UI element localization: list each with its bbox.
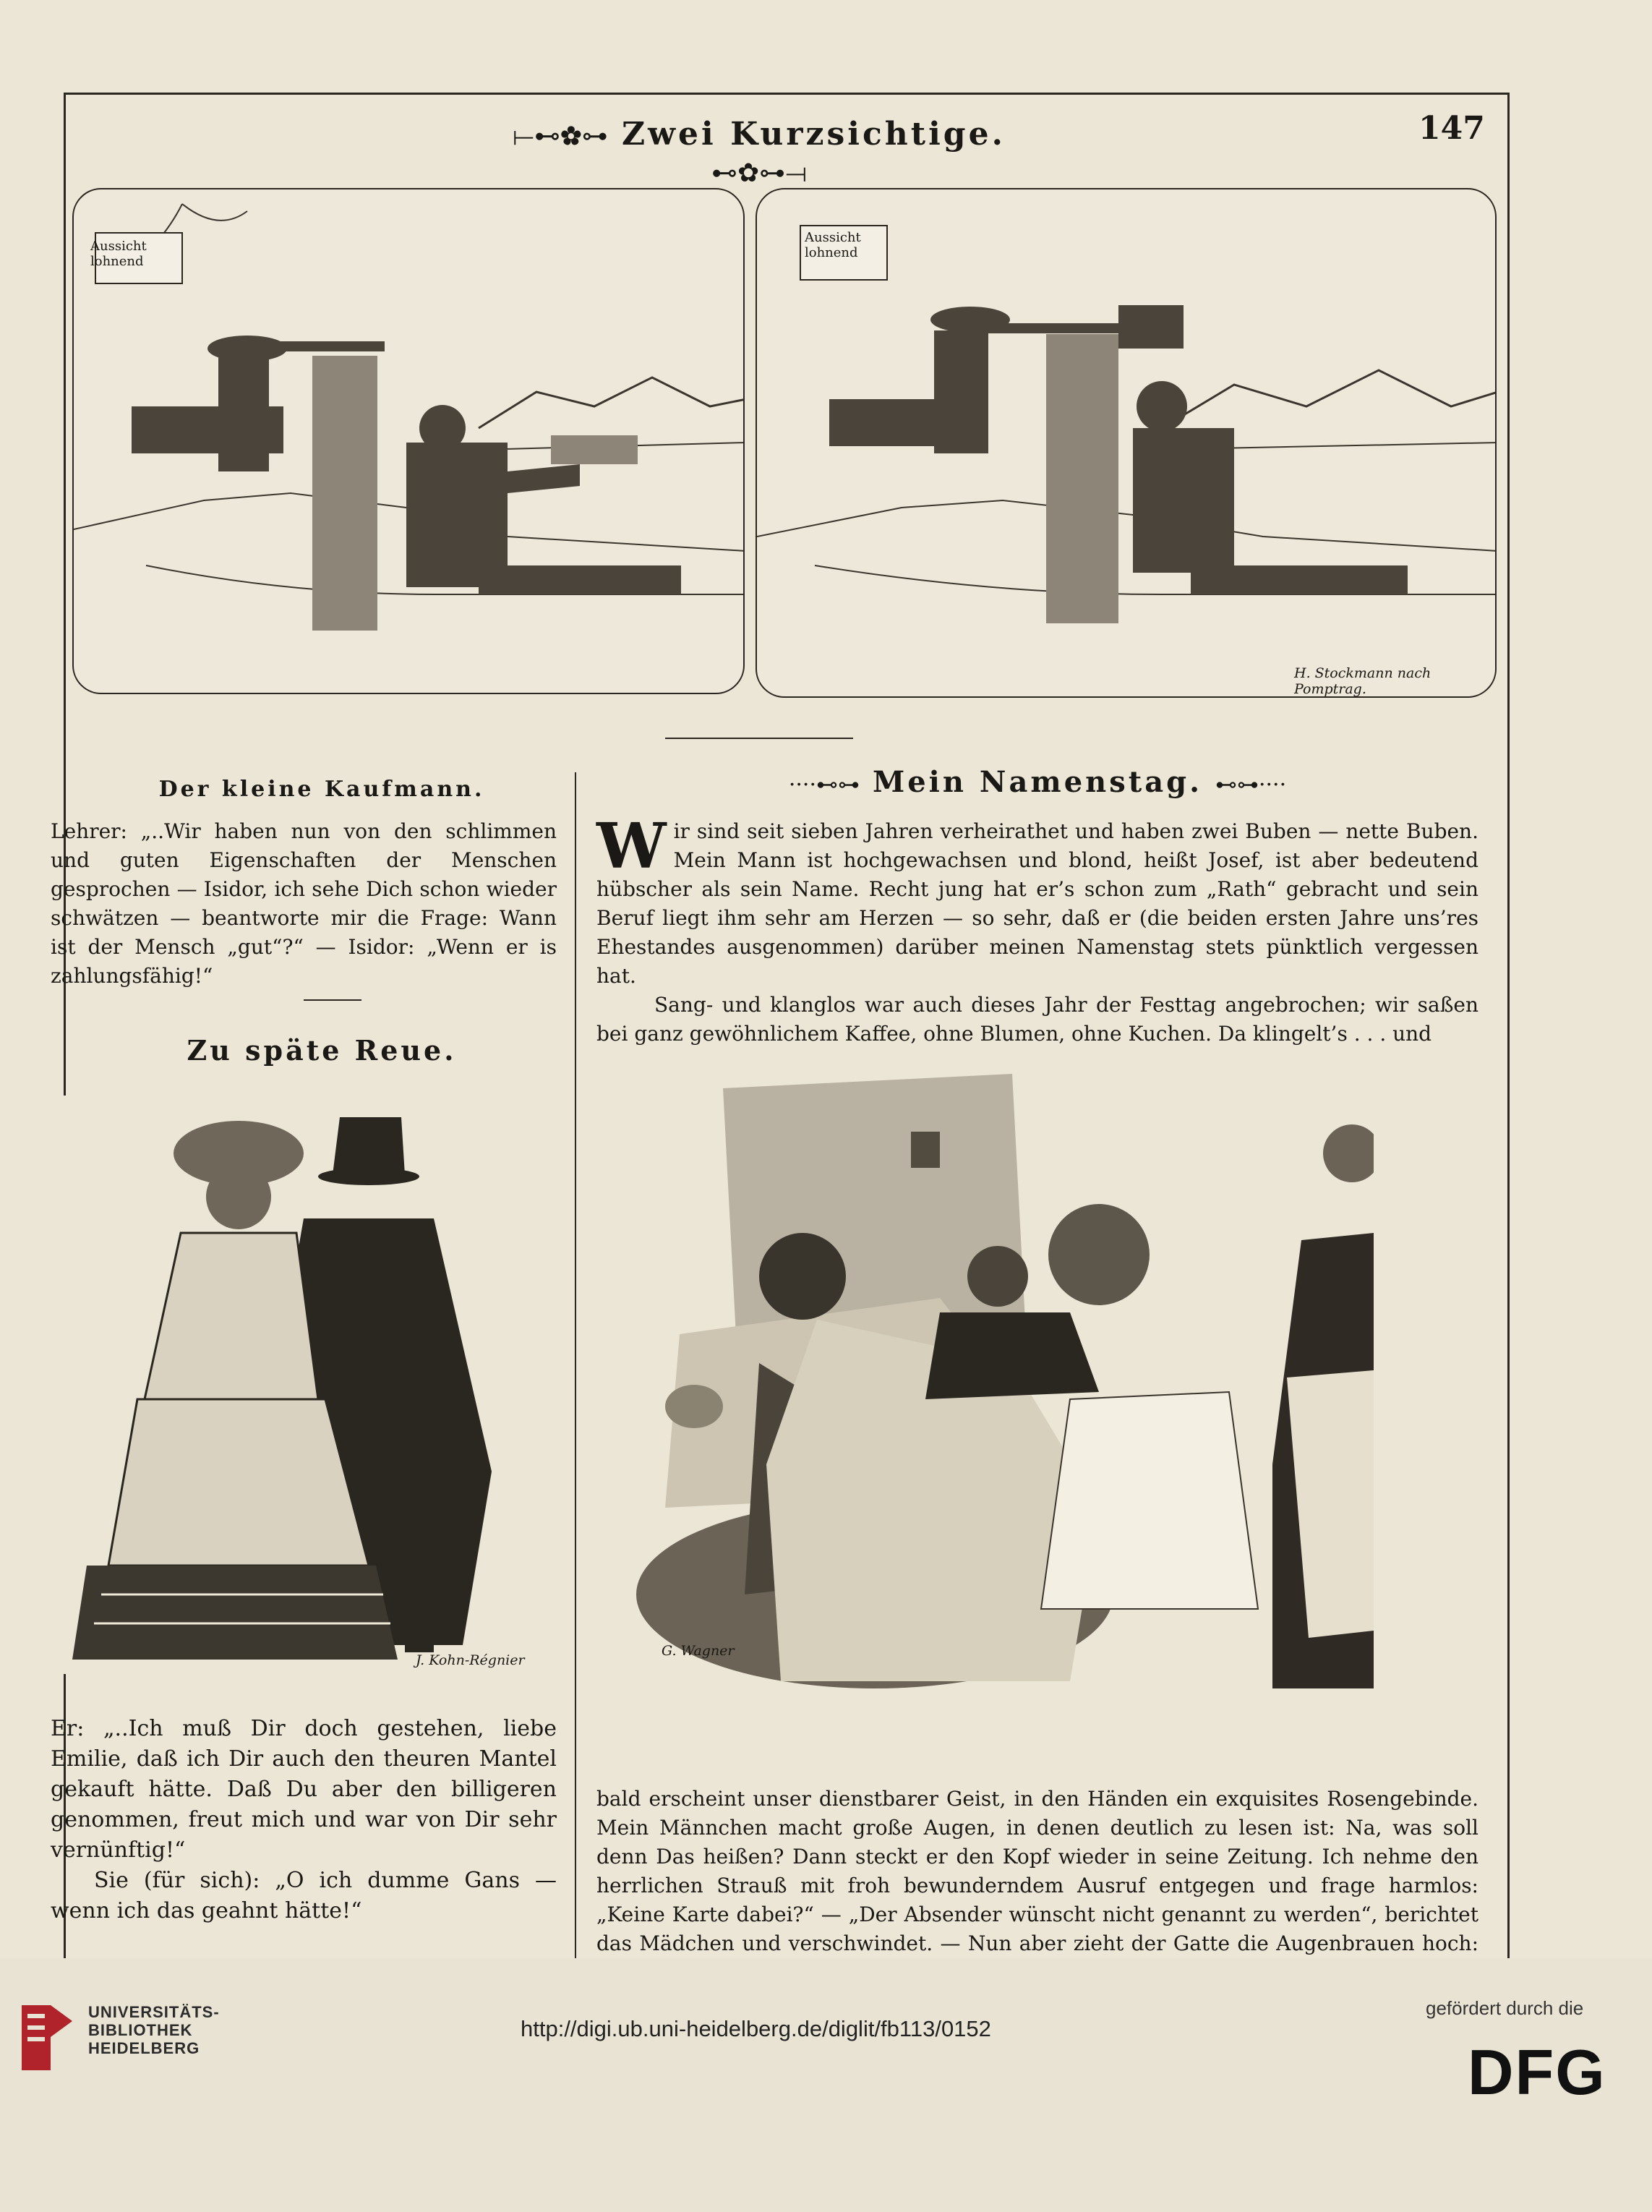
story-text-top	[596, 810, 1478, 1049]
permalink-url[interactable]: http://digi.ub.uni-heidelberg.de/diglit/fb113/0152	[521, 2016, 991, 2041]
library-line-3: HEIDELBERG	[88, 2039, 200, 2057]
story-ornament-left: ····⊷⊶	[788, 772, 860, 798]
story-paragraph-3: bald erscheint unser dienstbarer Geist, in den Händen ein exquisites Rosengebinde. Mein Männchen macht große Augen, in denen deutlich zu lesen ist: Na, was soll denn Das heißen? Dann steckt er den Kopf wieder in seine Zeitung. Ich nehme den herrlichen Strauß mit froh bewunderndem Ausruf entgegen und frage harmlos: „Keine Karte dabei?“ — „Der Absender wünscht nicht genannt zu werden“, berichtet das Mädchen und verschwindet. — Nun aber zieht der Gatte die Augenbrauen hoch:	[596, 1787, 1478, 1955]
dfg-logo: DFG	[1468, 2036, 1606, 2108]
library-line-2: BIBLIOTHEK	[88, 2021, 193, 2039]
ub-heidelberg-wordmark	[88, 2003, 220, 2057]
story-paragraph-1: ir sind seit sieben Jahren verheirathet und haben zwei Buben — nette Buben. Mein Mann ist hochgewachsen und blond, heißt Josef, ist aber bedeutend hübscher als sein Name. Recht jung hat er’s schon zum „Rath“ gebracht und sein Beruf liegt ihm sehr am Herzen — so sehr, daß er (die beiden ersten Jahre uns’res Ehestandes ausgenommen) darüber meinen Namenstag stets pünktlich vergessen hat.	[596, 819, 1478, 988]
story-text-bottom	[596, 1785, 1478, 1987]
header-ornament-left: ⟝⊷✿⊶	[513, 121, 608, 151]
cartoon-signature: H. Stockmann nach Pomptrag.	[1294, 665, 1431, 697]
couple-drawing	[58, 1096, 564, 1674]
page-header	[506, 116, 1012, 189]
couple-illustration	[58, 1096, 564, 1674]
page-number: 147	[1418, 110, 1485, 147]
namenstag-drawing	[636, 1059, 1374, 1688]
namenstag-signature: G. Wagner	[662, 1643, 735, 1659]
anecdote-title-kaufmann: Der kleine Kaufmann.	[158, 777, 485, 802]
couple-signature: J. Kohn-Régnier	[416, 1652, 525, 1668]
ub-logo-icon	[14, 1999, 78, 2075]
section-divider	[665, 738, 853, 739]
namenstag-illustration	[636, 1059, 1374, 1688]
story-dropcap: W	[596, 810, 667, 883]
cartoon-panel-left	[72, 188, 745, 694]
anecdote-title-reue: Zu späte Reue.	[187, 1034, 457, 1067]
cartoon-panel-right	[756, 188, 1497, 698]
story-ornament-right: ⊷⊶····	[1215, 772, 1287, 798]
dialogue-she: Sie (für sich): „O ich dumme Gans — wenn ich das geahnt hätte!“	[51, 1868, 557, 1923]
story-title-text: Mein Namenstag.	[872, 765, 1203, 799]
anecdote-paragraph: Lehrer: „..Wir haben nun von den schlimmen und guten Eigenschaften der Menschen gesprochen — Isidor, ich sehe Dich schon wieder schwätzen — beantworte mir die Frage: Wann ist der Mensch „gut“?“ — Isidor: „Wenn er is zahlungsfähig!“	[51, 819, 557, 988]
small-divider	[304, 999, 361, 1001]
column-divider	[575, 772, 576, 2009]
dialogue-he: Er: „..Ich muß Dir doch gestehen, liebe Emilie, daß ich Dir auch den theuren Mantel gekauft hätte. Daß Du aber den billigeren genommen, freut mich und war von Dir sehr vernünftig!“	[51, 1716, 557, 1863]
ub-heidelberg-logo	[14, 1999, 78, 2075]
cartoon-right-sign: Aussicht lohnend	[805, 230, 861, 260]
library-line-1: UNIVERSITÄTS-	[88, 2003, 220, 2021]
funded-by-label: gefördert durch die	[1426, 1997, 1584, 2019]
story-title	[593, 765, 1482, 799]
page-title: Zwei Kurzsichtige.	[622, 116, 1006, 153]
story-paragraph-2: Sang- und klanglos war auch dieses Jahr der Festtag angebrochen; wir saßen bei ganz gewöhnlichem Kaffee, ohne Blumen, ohne Kuchen. Da klingelt’s . . . und	[596, 993, 1478, 1046]
cartoon-left-drawing	[74, 189, 745, 694]
viewer-footer	[0, 1958, 1652, 2212]
cartoon-right-drawing	[757, 189, 1497, 698]
cartoon-left-sign: Aussicht lohnend	[90, 239, 147, 269]
anecdote-text-reue	[51, 1714, 557, 1926]
header-ornament-right: ⊷✿⊶⟞	[711, 158, 808, 188]
anecdote-text-kaufmann	[51, 817, 557, 991]
